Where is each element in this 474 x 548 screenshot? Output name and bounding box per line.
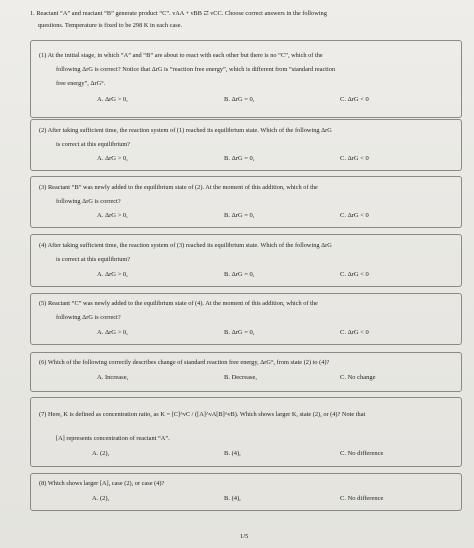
q3-choice-c[interactable]: C. ΔrG < 0 — [340, 212, 369, 219]
q1-line-2: following ΔrG is correct? Notice that ΔrG is “reaction free energy”, which is different from “standard reaction — [56, 66, 336, 73]
q2-choice-a[interactable]: A. ΔrG > 0, — [97, 155, 128, 162]
q7-choice-a[interactable]: A. (2), — [92, 450, 110, 457]
intro-line-2: questions. Temperature is fixed to be 298 K in each case. — [38, 22, 183, 29]
q3-line-1: (3) Reactant “B” was newly added to the equilibrium state of (2). At the moment of this addition, which of the — [39, 184, 318, 191]
q1-choice-b[interactable]: B. ΔrG = 0, — [224, 96, 255, 103]
q1-line-3: free energy”, ΔrG°. — [56, 80, 106, 87]
q8-choice-b[interactable]: B. (4), — [224, 495, 241, 502]
q5-choice-b[interactable]: B. ΔrG = 0, — [224, 329, 255, 336]
q3-line-2: following ΔrG is correct? — [56, 198, 121, 205]
q4-line-2: is correct at this equilibrium? — [56, 256, 131, 263]
q6-line-1: (6) Which of the following correctly describes change of standard reaction free energy, ΔrG°, from state (2) to (4)? — [39, 359, 330, 366]
q6-choice-c[interactable]: C. No change — [340, 374, 376, 381]
q2-line-1: (2) After taking sufficient time, the reaction system of (1) reached its equilibrium state. Which of the following ΔrG — [39, 127, 332, 134]
page-number: 1/5 — [240, 533, 249, 540]
q1-line-1: (1) At the initial stage, in which “A” and “B” are about to react with each other but there is no “C”, which of the — [39, 52, 323, 59]
question-box-8 — [30, 473, 462, 511]
q4-choice-a[interactable]: A. ΔrG > 0, — [97, 271, 128, 278]
q5-choice-c[interactable]: C. ΔrG < 0 — [340, 329, 369, 336]
q8-choice-a[interactable]: A. (2), — [92, 495, 110, 502]
q7-choice-c[interactable]: C. No difference — [340, 450, 384, 457]
q5-line-1: (5) Reactant “C” was newly added to the equilibrium state of (4). At the moment of this addition, which of the — [39, 300, 318, 307]
q4-choice-b[interactable]: B. ΔrG = 0, — [224, 271, 255, 278]
q5-choice-a[interactable]: A. ΔrG > 0, — [97, 329, 128, 336]
q7-line-2: [A] represents concentration of reactant “A”. — [56, 435, 170, 442]
q2-line-2: is correct at this equilibrium? — [56, 141, 131, 148]
q2-choice-c[interactable]: C. ΔrG < 0 — [340, 155, 369, 162]
intro-line-1: 1. Reactant “A” and reactant “B” generate product “C”. νAA + νBB ⇄ νCC. Choose correct answers in the following — [30, 10, 327, 17]
q8-line-1: (8) Which shows larger [A], case (2), or case (4)? — [39, 480, 165, 487]
q6-choice-a[interactable]: A. Increase, — [97, 374, 129, 381]
q7-choice-b[interactable]: B. (4), — [224, 450, 241, 457]
q8-choice-c[interactable]: C. No difference — [340, 495, 384, 502]
q6-choice-b[interactable]: B. Decrease, — [224, 374, 258, 381]
q5-line-2: following ΔrG is correct? — [56, 314, 121, 321]
question-box-6 — [30, 352, 462, 392]
q3-choice-b[interactable]: B. ΔrG = 0, — [224, 212, 255, 219]
q1-choice-a[interactable]: A. ΔrG > 0, — [97, 96, 128, 103]
q7-line-1: (7) Here, K is defined as concentration ratio, as K = [C]^νC / ([A]^νA[B]^νB). Which shows larger K, state (2), or (4)? Note that — [39, 411, 366, 418]
q4-line-1: (4) After taking sufficient time, the reaction system of (3) reached its equilibrium state. Which of the following ΔrG — [39, 242, 332, 249]
q1-choice-c[interactable]: C. ΔrG < 0 — [340, 96, 369, 103]
q2-choice-b[interactable]: B. ΔrG = 0, — [224, 155, 255, 162]
q3-choice-a[interactable]: A. ΔrG > 0, — [97, 212, 128, 219]
q4-choice-c[interactable]: C. ΔrG < 0 — [340, 271, 369, 278]
